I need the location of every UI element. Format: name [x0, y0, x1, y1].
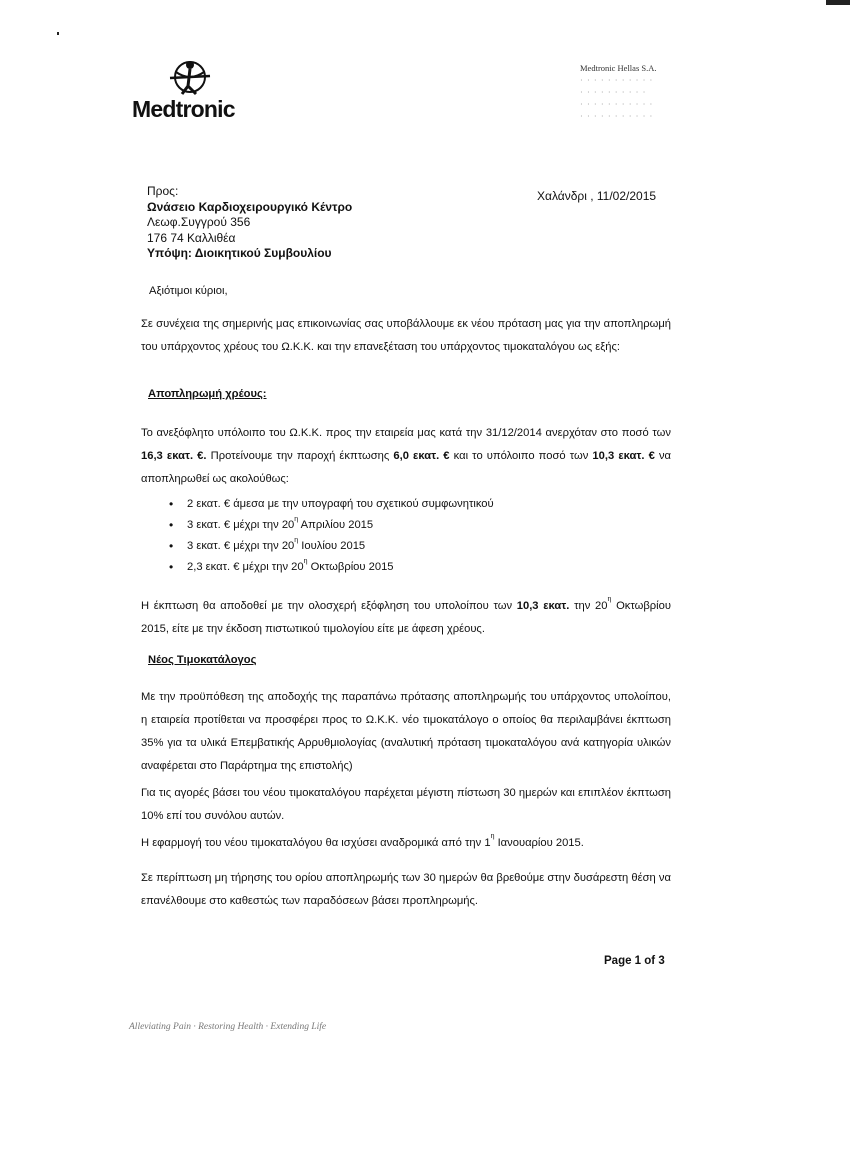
- list-item-text: 2,3 εκατ. € μέχρι την 20: [187, 561, 304, 573]
- company-line: · · · · · · · · · · ·: [580, 99, 654, 109]
- text-run: Το ανεξόφλητο υπόλοιπο του Ω.Κ.Κ. προς την εταιρεία μας κατά την 31/12/2014 ανερχόταν στο ποσό των: [141, 427, 671, 439]
- ordinal-sup: η: [490, 833, 495, 840]
- to-label: Προς:: [147, 184, 179, 198]
- list-item-text: Απριλίου 2015: [298, 519, 374, 531]
- amount-total: 16,3 εκατ. €.: [141, 450, 207, 462]
- list-item: [165, 557, 494, 578]
- pricelist-paragraph-1: Με την προϋπόθεση της αποδοχής της παραπάνω πρότασης αποπληρωμής του υπάρχοντος υπολοίπου, η εταιρεία προτίθεται να προσφέρει προς το Ω.Κ.Κ. νέο τιμοκατάλογο ο οποίος θα περιλαμβάνει έκπτωση 35% για τα υλικά Επεμβατικής Αρρυθμιολογίας (αναλυτική πρόταση τιμοκαταλόγου ανά κατηγορία υλικών αναφέρεται στο Παράρτημα της επιστολής): [141, 691, 671, 772]
- greeting: Αξιότιμοι κύριοι,: [149, 285, 228, 297]
- amount-remaining: 10,3 εκατ.: [516, 600, 570, 612]
- company-line: · · · · · · · · · · ·: [580, 111, 654, 121]
- text-run: Η εφαρμογή του νέου τιμοκαταλόγου θα ισχύσει αναδρομικά από την 1: [141, 837, 491, 849]
- company-line: · · · · · · · · · · ·: [580, 75, 654, 85]
- list-item-text: 3 εκατ. € μέχρι την 20: [187, 540, 295, 552]
- pricelist-paragraph-3: [141, 832, 671, 855]
- ordinal-sup: η: [294, 516, 299, 523]
- medtronic-logo-icon: [166, 56, 214, 98]
- section-heading-debt: Αποπληρωμή χρέους:: [148, 388, 267, 400]
- list-item: [165, 536, 494, 557]
- recipient-block: [147, 184, 352, 262]
- footer-tagline: Alleviating Pain · Restoring Health · Extending Life: [129, 1022, 327, 1032]
- pricelist-paragraph-2: Για τις αγορές βάσει του νέου τιμοκαταλόγου παρέχεται μέγιστη πίστωση 30 ημερών και επιπλέον έκπτωση 10% επί του συνόλου αυτών.: [141, 787, 671, 822]
- text-run: Ιανουαρίου 2015.: [494, 837, 584, 849]
- text-run: Προτείνουμε την παροχή έκπτωσης: [206, 450, 394, 462]
- list-item-text: Ιουλίου 2015: [298, 540, 366, 552]
- recipient-city: 176 74 Καλλιθέα: [147, 230, 236, 245]
- text-run: να αποπληρωθεί ως ακολούθως:: [141, 450, 672, 485]
- ordinal-sup: η: [303, 558, 308, 565]
- intro-paragraph: Σε συνέχεια της σημερινής μας επικοινωνίας σας υποβάλλουμε εκ νέου πρόταση μας για την αποπληρωμή του υπάρχοντος χρέους του Ω.Κ.Κ. και την επανεξέταση του υπάρχοντος τιμοκαταλόγου ως εξής:: [141, 318, 671, 353]
- amount-remaining: 10,3 εκατ. €: [592, 450, 655, 462]
- recipient-org: Ωνάσειο Καρδιοχειρουργικό Κέντρο: [147, 199, 353, 214]
- pricelist-paragraph-4: Σε περίπτωση μη τήρησης του ορίου αποπληρωμής των 30 ημερών θα βρεθούμε στην δυσάρεστη θέση να επανέλθουμε στο καθεστώς των παραδόσεων βάσει προπληρωμής.: [141, 872, 671, 907]
- medtronic-logo-wordmark: Medtronic: [132, 96, 235, 122]
- list-item-text: 3 εκατ. € μέχρι την 20: [187, 519, 295, 531]
- letter-date: Χαλάνδρι , 11/02/2015: [537, 189, 657, 203]
- text-run: Οκτωβρίου 2015, είτε με την έκδοση πιστωτικού τιμολογίου είτε με άφεση χρέους.: [141, 600, 671, 635]
- company-name: Medtronic Hellas S.A.: [580, 63, 657, 73]
- debt-paragraph: [141, 422, 671, 491]
- recipient-attention: Υπόψη: Διοικητικού Συμβουλίου: [147, 246, 332, 260]
- section-heading-pricelist: Νέος Τιμοκατάλογος: [148, 654, 257, 666]
- list-item: [165, 494, 494, 515]
- recipient-address: Λεωφ.Συγγρού 356: [147, 215, 251, 229]
- company-info: [580, 62, 690, 122]
- payment-schedule-list: [165, 494, 494, 578]
- text-run: την 20: [569, 600, 608, 612]
- list-item-text: 2 εκατ. € άμεσα με την υπογραφή του σχετικού συμφωνητικού: [187, 498, 494, 510]
- amount-discount: 6,0 εκατ. €: [393, 450, 450, 462]
- scan-mark: [826, 0, 850, 5]
- company-line: · · · · · · · · · ·: [580, 87, 647, 97]
- page-number: Page 1 of 3: [604, 955, 665, 967]
- text-run: και το υπόλοιπο ποσό των: [449, 450, 593, 462]
- text-run: Η έκπτωση θα αποδοθεί με την ολοσχερή εξόφληση του υπολοίπου των: [141, 600, 517, 612]
- list-item-text: Οκτωβρίου 2015: [307, 561, 394, 573]
- discount-paragraph: [141, 595, 671, 641]
- list-item: [165, 515, 494, 536]
- scan-speck: [57, 32, 59, 35]
- ordinal-sup: η: [294, 537, 299, 544]
- ordinal-sup: η: [607, 596, 612, 603]
